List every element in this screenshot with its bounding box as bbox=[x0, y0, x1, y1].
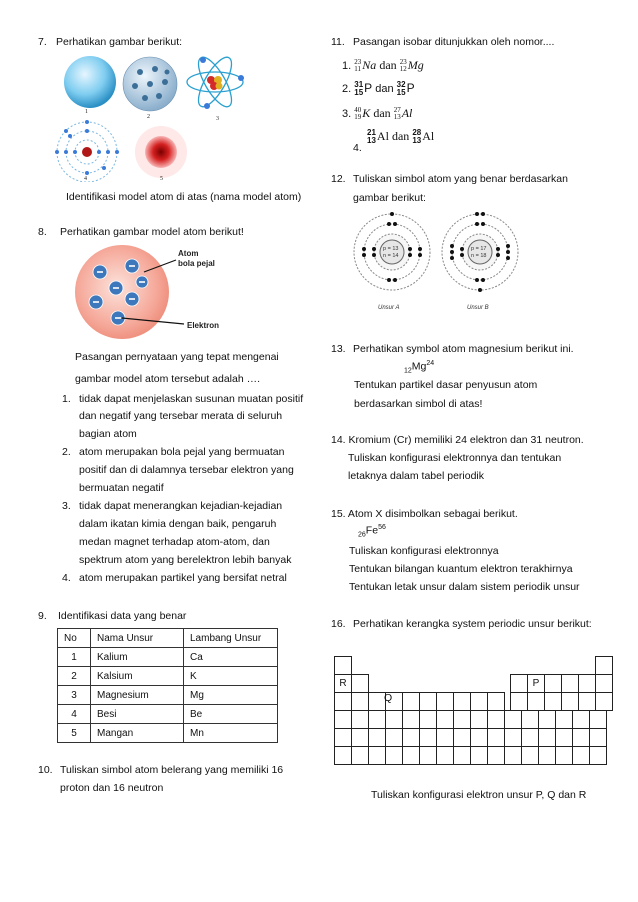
q9-number: 9. bbox=[38, 610, 47, 622]
pt-cell bbox=[595, 674, 613, 693]
caption-5: 5 bbox=[160, 176, 163, 182]
model-5-quantum-cloud bbox=[135, 126, 187, 178]
cell-symbol: Mn bbox=[184, 724, 278, 743]
q11-option-4-expression: 21 13 Al dan 28 13 Al bbox=[367, 128, 435, 146]
model-4-bohr bbox=[55, 120, 119, 182]
pt-cell bbox=[368, 728, 386, 747]
table-row bbox=[58, 667, 278, 686]
q9-prompt: Identifikasi data yang benar bbox=[58, 610, 187, 622]
q11-option-3: 3. 40 19 K dan 27 13 Al bbox=[342, 106, 413, 122]
table-row bbox=[58, 686, 278, 705]
q11-prompt: Pasangan isobar ditunjukkan oleh nomor.... bbox=[353, 36, 555, 48]
option-number: 3. bbox=[342, 108, 352, 120]
cell-no: 3 bbox=[58, 686, 91, 705]
pt-cell bbox=[504, 728, 522, 747]
pt-cell bbox=[385, 710, 403, 729]
pt-cell bbox=[578, 692, 596, 711]
pt-cell bbox=[589, 710, 607, 729]
pt-cell bbox=[351, 728, 369, 747]
pt-cell bbox=[555, 746, 573, 765]
q11-number: 11. bbox=[331, 36, 345, 48]
q12-number: 12. bbox=[331, 173, 346, 185]
pt-cell-q-label: Q bbox=[384, 692, 393, 704]
q15-line1: 15. Atom X disimbolkan sebagai berikut. bbox=[331, 508, 518, 520]
pt-cell bbox=[521, 710, 539, 729]
model-3-rutherford bbox=[187, 53, 244, 111]
option-number: 1. bbox=[342, 60, 352, 72]
pt-cell bbox=[527, 692, 545, 711]
q11-option-4-number: 4. bbox=[353, 142, 362, 154]
q15-task-3: Tentukan letak unsur dalam sistem periodik unsur bbox=[349, 581, 580, 593]
q14-line2: Tuliskan konfigurasi elektronnya dan tentukan bbox=[348, 452, 562, 464]
pt-cell bbox=[572, 728, 590, 747]
cell-name: Mangan bbox=[91, 724, 184, 743]
pt-cell bbox=[453, 692, 471, 711]
q15-symbol: $_{26}Fe^{56}$ bbox=[358, 524, 386, 539]
pt-cell bbox=[538, 728, 556, 747]
pt-cell bbox=[419, 710, 437, 729]
q8-option-1-number: 1. bbox=[62, 393, 71, 405]
pt-cell bbox=[334, 710, 352, 729]
nuclide-scripts: 21 13 bbox=[367, 128, 376, 146]
cell-no: 1 bbox=[58, 648, 91, 667]
q7-prompt: Perhatikan gambar berikut: bbox=[56, 36, 183, 48]
q8-option-3-line1: tidak dapat menerangkan kejadian-kejadian bbox=[79, 500, 283, 512]
pt-cell bbox=[572, 746, 590, 765]
pt-cell bbox=[470, 746, 488, 765]
pt-cell bbox=[487, 692, 505, 711]
pt-cell bbox=[595, 692, 613, 711]
pt-cell bbox=[538, 746, 556, 765]
model-2-plum-pudding bbox=[123, 57, 177, 111]
q7-instruction: Identifikasi model atom di atas (nama model atom) bbox=[66, 191, 302, 203]
q10-line2: proton dan 16 neutron bbox=[60, 782, 164, 794]
nuclide-scripts: 40 19 bbox=[354, 106, 362, 122]
pt-cell bbox=[351, 674, 369, 693]
pt-cell bbox=[351, 710, 369, 729]
cell-symbol: K bbox=[184, 667, 278, 686]
pt-cell-r: R bbox=[334, 674, 352, 693]
table-row bbox=[58, 705, 278, 724]
atom-b-diagram bbox=[442, 212, 518, 311]
label-solid-sphere: bola pejal bbox=[178, 259, 215, 268]
q8-option-2-line2: positif dan di dalamnya tersebar elektron yang bbox=[79, 464, 294, 476]
q12-line1: Tuliskan simbol atom yang benar berdasarkan bbox=[353, 173, 568, 185]
q8-option-1-line3: bagian atom bbox=[79, 428, 137, 440]
header-symbol: Lambang Unsur bbox=[184, 629, 278, 648]
pt-cell bbox=[561, 674, 579, 693]
q15-task-2: Tentukan bilangan kuantum elektron terakhirnya bbox=[349, 563, 573, 575]
pt-cell bbox=[487, 728, 505, 747]
atom-b-neutrons: n = 18 bbox=[471, 253, 487, 259]
cell-name: Kalsium bbox=[91, 667, 184, 686]
cell-name: Kalium bbox=[91, 648, 184, 667]
q8-option-2-line3: bermuatan negatif bbox=[79, 482, 164, 494]
pt-cell bbox=[334, 692, 352, 711]
table-row bbox=[58, 648, 278, 667]
q8-number: 8. bbox=[38, 226, 47, 238]
q8-prompt: Perhatikan gambar model atom berikut! bbox=[60, 226, 244, 238]
caption-2: 2 bbox=[147, 114, 150, 120]
q11-option-1: 1. 23 11 Na dan 23 12 Mg bbox=[342, 58, 424, 74]
pt-cell bbox=[521, 728, 539, 747]
pt-cell-p: P bbox=[527, 674, 545, 693]
q8-question-line1: Pasangan pernyataan yang tepat mengenai bbox=[75, 351, 279, 363]
q8-question-line2: gambar model atom tersebut adalah …. bbox=[75, 373, 261, 385]
pt-cell bbox=[504, 746, 522, 765]
pt-cell bbox=[453, 746, 471, 765]
pt-cell bbox=[436, 692, 454, 711]
pt-cell bbox=[510, 692, 528, 711]
pt-cell bbox=[385, 728, 403, 747]
q8-plum-pudding-figure bbox=[74, 244, 234, 342]
caption-1: 1 bbox=[85, 109, 88, 115]
pt-cell bbox=[589, 746, 607, 765]
q8-option-3-line2: dalam ikatan kimia dengan baik, pengaruh bbox=[79, 518, 277, 530]
cell-symbol: Ca bbox=[184, 648, 278, 667]
q14-line3: letaknya dalam tabel periodik bbox=[348, 470, 484, 482]
atom-a-neutrons: n = 14 bbox=[383, 253, 399, 259]
label-atom: Atom bbox=[178, 249, 199, 258]
pt-cell bbox=[334, 728, 352, 747]
cell-no: 5 bbox=[58, 724, 91, 743]
q8-option-2-line1: atom merupakan bola pejal yang bermuatan bbox=[79, 446, 285, 458]
pt-cell bbox=[402, 692, 420, 711]
atom-a-protons: p = 13 bbox=[383, 246, 399, 252]
pt-cell bbox=[555, 728, 573, 747]
pt-cell bbox=[561, 692, 579, 711]
pt-cell bbox=[504, 710, 522, 729]
header-no: No bbox=[58, 629, 91, 648]
nuclide-scripts: 23 12 bbox=[399, 58, 407, 74]
pt-cell bbox=[368, 710, 386, 729]
pt-cell bbox=[544, 674, 562, 693]
nuclide-scripts: 32 15 bbox=[396, 80, 406, 98]
q7-atom-models-figure bbox=[55, 52, 260, 182]
pt-cell bbox=[419, 692, 437, 711]
q13-number: 13. bbox=[331, 343, 346, 355]
pt-cell bbox=[572, 710, 590, 729]
label-electron: Elektron bbox=[187, 321, 220, 330]
cell-symbol: Be bbox=[184, 705, 278, 724]
cell-no: 2 bbox=[58, 667, 91, 686]
q16-number: 16. bbox=[331, 618, 346, 630]
table-header-row bbox=[58, 629, 278, 648]
caption-3: 3 bbox=[216, 116, 219, 122]
pt-cell bbox=[538, 710, 556, 729]
q8-option-3-number: 3. bbox=[62, 500, 71, 512]
q15-task-1: Tuliskan konfigurasi elektronnya bbox=[349, 545, 499, 557]
pt-cell bbox=[402, 728, 420, 747]
model-1-solid-sphere bbox=[64, 56, 116, 108]
pt-cell bbox=[453, 710, 471, 729]
q12-line2: gambar berikut: bbox=[353, 192, 426, 204]
q8-option-4-line1: atom merupakan partikel yang bersifat netral bbox=[79, 572, 287, 584]
cell-no: 4 bbox=[58, 705, 91, 724]
header-name: Nama Unsur bbox=[91, 629, 184, 648]
q13-symbol: $_{12}Mg^{24}$ bbox=[404, 360, 435, 375]
q8-option-1-line1: tidak dapat menjelaskan susunan muatan positif bbox=[79, 393, 304, 405]
q13-line2: berdasarkan simbol di atas! bbox=[354, 398, 483, 410]
cell-name: Magnesium bbox=[91, 686, 184, 705]
atom-b-caption: Unsur B bbox=[467, 305, 489, 311]
cell-name: Besi bbox=[91, 705, 184, 724]
nuclide-scripts: 28 13 bbox=[412, 128, 422, 146]
table-row bbox=[58, 724, 278, 743]
pt-cell bbox=[436, 710, 454, 729]
pt-cell bbox=[436, 746, 454, 765]
q10-line1: Tuliskan simbol atom belerang yang memiliki 16 bbox=[60, 764, 284, 776]
q11-option-2: 2. 31 15 P dan 32 15 P bbox=[342, 80, 415, 98]
pt-cell bbox=[385, 746, 403, 765]
pt-cell bbox=[595, 656, 613, 675]
pt-cell bbox=[351, 746, 369, 765]
pt-cell bbox=[578, 674, 596, 693]
pt-cell bbox=[544, 692, 562, 711]
q16-instruction: Tuliskan konfigurasi elektron unsur P, Q dan R bbox=[371, 789, 587, 801]
pt-cell bbox=[419, 746, 437, 765]
pt-cell bbox=[470, 692, 488, 711]
pt-cell bbox=[510, 674, 528, 693]
pt-cell bbox=[453, 728, 471, 747]
atom-b-protons: p = 17 bbox=[471, 246, 487, 252]
pt-cell bbox=[351, 692, 369, 711]
q16-prompt: Perhatikan kerangka system periodic unsur berikut: bbox=[353, 618, 592, 630]
q14-line1: 14. Kromium (Cr) memiliki 24 elektron dan 31 neutron. bbox=[331, 434, 584, 446]
pt-cell bbox=[487, 710, 505, 729]
q13-prompt: Perhatikan symbol atom magnesium berikut ini. bbox=[353, 343, 574, 355]
nuclide-scripts: 27 13 bbox=[393, 106, 401, 122]
pt-cell bbox=[334, 656, 352, 675]
q12-bohr-diagrams bbox=[350, 206, 522, 318]
option-number: 2. bbox=[342, 83, 352, 95]
nuclide-scripts: 31 15 bbox=[354, 80, 364, 98]
pt-cell bbox=[402, 710, 420, 729]
pt-cell bbox=[589, 728, 607, 747]
pt-cell bbox=[334, 746, 352, 765]
pt-cell bbox=[402, 746, 420, 765]
q8-option-1-line2: dan negatif yang tersebar merata di seluruh bbox=[79, 410, 283, 422]
pt-cell bbox=[521, 746, 539, 765]
q7-number: 7. bbox=[38, 36, 47, 48]
q8-option-2-number: 2. bbox=[62, 446, 71, 458]
pt-cell bbox=[368, 746, 386, 765]
pt-cell bbox=[436, 728, 454, 747]
q8-option-3-line4: spektrum atom yang berelektron lebih banyak bbox=[79, 554, 292, 566]
q10-number: 10. bbox=[38, 764, 53, 776]
q8-option-3-line3: medan magnet terhadap atom-atom, dan bbox=[79, 536, 270, 548]
caption-4: 4 bbox=[84, 176, 87, 182]
atom-a-diagram bbox=[354, 212, 430, 311]
pt-cell bbox=[555, 710, 573, 729]
atom-a-caption: Unsur A bbox=[378, 305, 400, 311]
cell-symbol: Mg bbox=[184, 686, 278, 705]
pt-cell bbox=[470, 710, 488, 729]
nuclide-scripts: 23 11 bbox=[354, 58, 362, 74]
pt-cell bbox=[470, 728, 488, 747]
q9-element-table bbox=[57, 628, 278, 743]
q8-option-4-number: 4. bbox=[62, 572, 71, 584]
pt-cell bbox=[419, 728, 437, 747]
pt-cell bbox=[487, 746, 505, 765]
q13-line1: Tentukan partikel dasar penyusun atom bbox=[354, 379, 538, 391]
